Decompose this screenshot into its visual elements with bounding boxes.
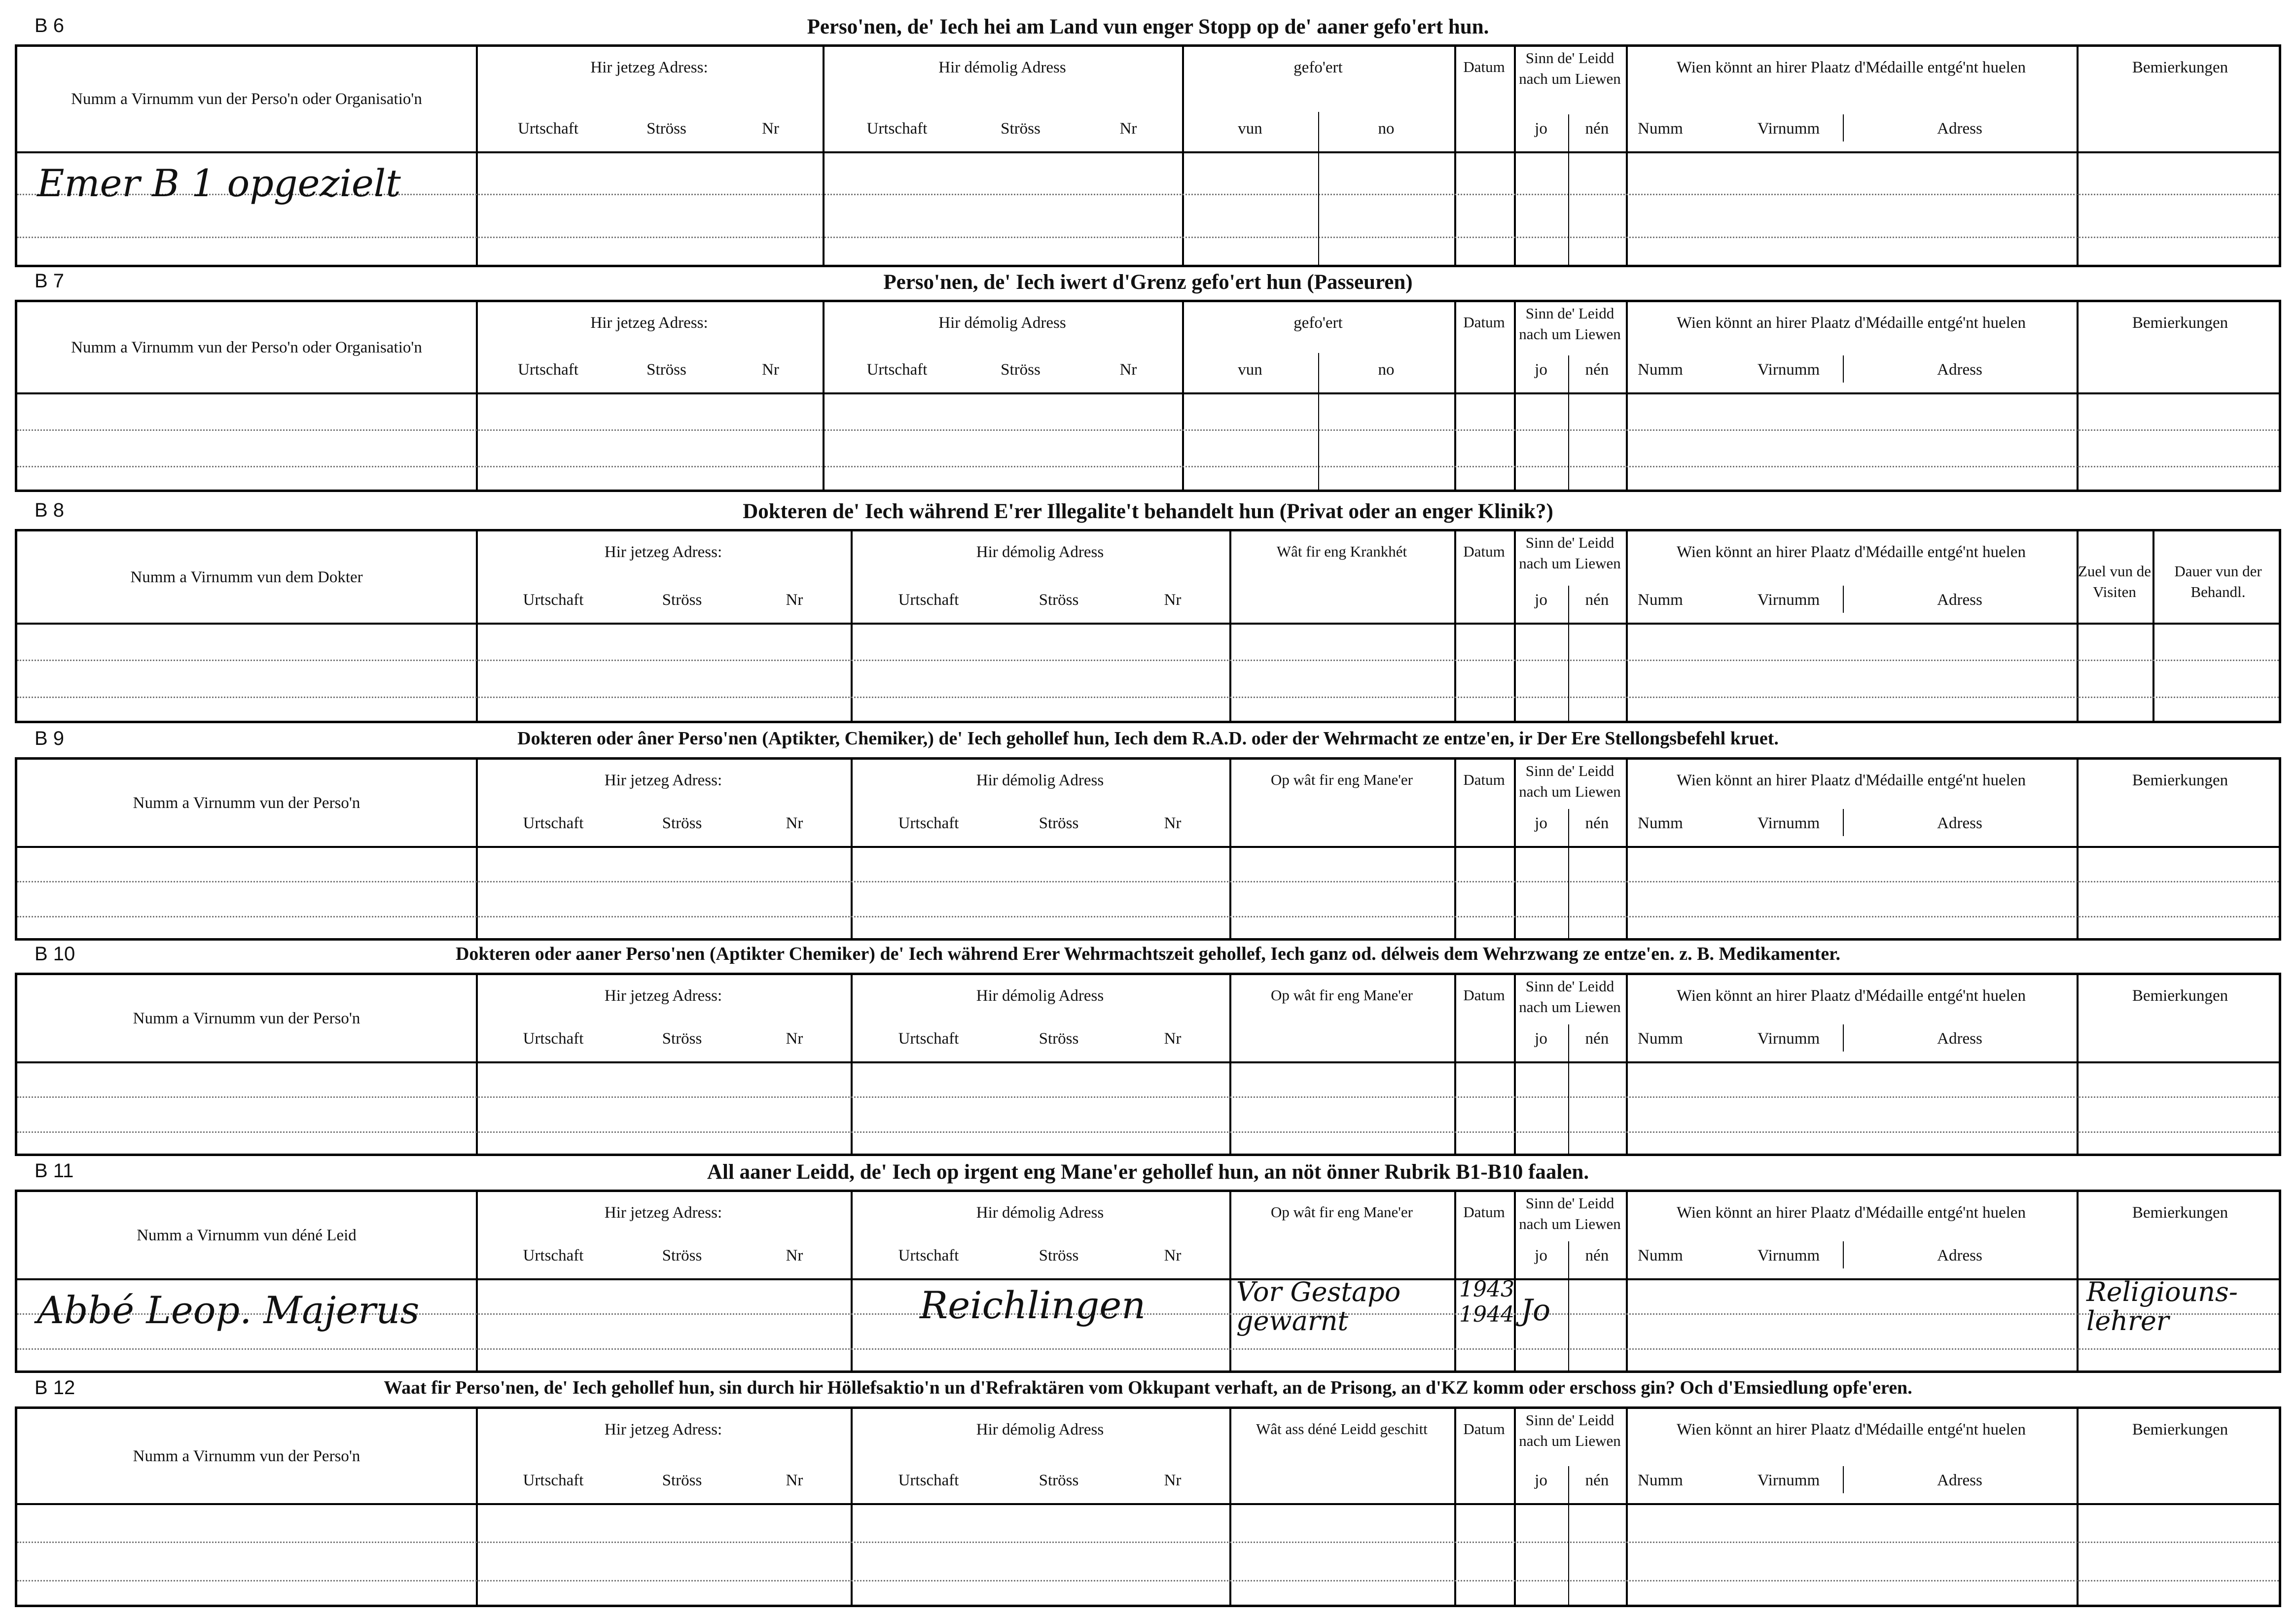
alive-yes-label: jo: [1535, 1030, 1547, 1048]
medal-address-label: Adress: [1937, 1030, 1982, 1048]
section-title: Waat fir Perso'nen, de' Iech gehollef hun, sin durch hir Höllefsaktio'n un d'Refraktären vom Okkupant verhaft, an de Prisong, an d'KZ komm oder erschoss gin? Och d'Emsiedlung opfe'eren.: [384, 1377, 1912, 1398]
section-code: B 8: [35, 499, 65, 521]
header-divider: [17, 1503, 2279, 1505]
current-place-label: Urtschaft: [523, 591, 584, 609]
column-divider: [476, 47, 478, 265]
column-conducted-header: gefo'ert: [1293, 314, 1343, 332]
column-medal-header: Wien könnt an hirer Plaatz d'Médaille entgé'nt huelen: [1677, 543, 2026, 561]
column-name-header: Numm a Virnumm vun der Perso'n: [133, 794, 360, 812]
section-header: [15, 266, 2281, 300]
section-title: Dokteren de' Iech während E'rer Illegalite't behandelt hun (Privat oder an enger Klinik?): [743, 500, 1553, 523]
alive-no-label: nén: [1585, 120, 1609, 138]
alive-yes-label: jo: [1535, 591, 1547, 609]
handwritten-date: 1943 1944: [1459, 1277, 1514, 1327]
column-former-address-header: Hir démolig Adress: [976, 772, 1104, 789]
column-alive-header: Sinn de' Leidd nach um Liewen: [1519, 49, 1621, 87]
column-remarks-header: Bemierkungen: [2132, 772, 2228, 789]
section-b6: [15, 11, 2281, 267]
column-medal-header: Wien könnt an hirer Plaatz d'Médaille entgé'nt huelen: [1677, 1204, 2026, 1222]
alive-no-label: nén: [1585, 814, 1609, 832]
column-divider: [1626, 302, 1628, 490]
former-place-label: Urtschaft: [866, 361, 928, 379]
section-table: [15, 44, 2281, 267]
former-nr-label: Nr: [1164, 1030, 1182, 1048]
section-code: B 7: [35, 270, 65, 292]
former-nr-label: Nr: [1119, 120, 1137, 138]
column-former-address-header: Hir démolig Adress: [938, 59, 1066, 76]
column-name-header: Numm a Virnumm vun dem Dokter: [130, 568, 363, 586]
column-medal-header: Wien könnt an hirer Plaatz d'Médaille entgé'nt huelen: [1677, 987, 2026, 1005]
medal-name-label: Numm: [1638, 591, 1683, 609]
current-street-label: Ströss: [662, 1472, 702, 1489]
medal-name-label: Numm: [1638, 1247, 1683, 1264]
section-b8: [15, 495, 2281, 723]
column-divider: [2152, 531, 2154, 721]
column-former-address-header: Hir démolig Adress: [938, 314, 1066, 332]
entry-row-line: [17, 1131, 2279, 1133]
former-street-label: Ströss: [1039, 591, 1079, 609]
column-divider: [1626, 47, 1628, 265]
entry-row-line: [17, 881, 2279, 882]
alive-yes-label: jo: [1535, 1247, 1547, 1264]
medal-firstname-label: Virnumm: [1757, 1472, 1820, 1489]
former-place-label: Urtschaft: [866, 120, 928, 138]
section-header: [15, 939, 2281, 973]
section-table: [15, 973, 2281, 1156]
column-remarks-header: Bemierkungen: [2132, 314, 2228, 332]
section-title: All aaner Leidd, de' Iech op irgent eng Mane'er gehollef hun, an nöt önner Rubrik B1-B10 faalen.: [707, 1160, 1589, 1184]
medal-name-label: Numm: [1638, 814, 1683, 832]
column-remarks-header: Bemierkungen: [2132, 59, 2228, 76]
column-alive-header: Sinn de' Leidd nach um Liewen: [1519, 305, 1621, 343]
alive-yes-label: jo: [1535, 120, 1547, 138]
entry-row-line: [17, 660, 2279, 661]
alive-yes-label: jo: [1535, 361, 1547, 379]
current-place-label: Urtschaft: [523, 1472, 584, 1489]
column-name-header: Numm a Virnumm vun der Perso'n oder Organisatio'n: [71, 90, 422, 108]
column-date-header: Datum: [1463, 314, 1505, 331]
conducted-to-label: no: [1378, 120, 1395, 138]
column-divider: [1626, 975, 1628, 1154]
column-name-header: Numm a Virnumm vun der Perso'n: [133, 1010, 360, 1027]
section-b7: [15, 266, 2281, 492]
medal-name-label: Numm: [1638, 1030, 1683, 1048]
section-title: Dokteren oder aaner Perso'nen (Aptikter Chemiker) de' Iech während Erer Wehrmachtszeit gehollef, Iech ganz od. délweis dem Wehrzwang ze entze'en. z. B. Medikamenter.: [455, 944, 1841, 964]
column-divider: [1514, 302, 1516, 490]
entry-row-line: [17, 1348, 2279, 1350]
column-divider: [1229, 975, 1231, 1154]
alive-no-label: nén: [1585, 1030, 1609, 1048]
medal-firstname-label: Virnumm: [1757, 591, 1820, 609]
header-divider: [17, 846, 2279, 848]
section-code: B 9: [35, 728, 65, 749]
section-table: [15, 1190, 2281, 1373]
column-divider: [1454, 47, 1456, 265]
medal-name-label: Numm: [1638, 361, 1683, 379]
former-street-label: Ströss: [1039, 1472, 1079, 1489]
alive-no-label: nén: [1585, 361, 1609, 379]
column-current-address-header: Hir jetzeg Adress:: [604, 1421, 722, 1439]
header-divider: [17, 1278, 2279, 1280]
column-alive-header: Sinn de' Leidd nach um Liewen: [1519, 1411, 1621, 1449]
entry-row-line: [17, 237, 2279, 238]
conducted-from-label: vun: [1238, 361, 1262, 379]
handwritten-former-address: Reichlingen: [920, 1283, 1146, 1327]
section-header: [15, 1156, 2281, 1190]
section-title: Dokteren oder âner Perso'nen (Aptikter, Chemiker,) de' Iech gehollef hun, Iech dem R.A.D. oder der Wehrmacht ze entze'en, ir Der Ere Stellongsbefehl kruet.: [517, 728, 1779, 749]
section-header: [15, 495, 2281, 529]
medal-address-label: Adress: [1937, 1247, 1982, 1264]
column-date-header: Datum: [1463, 1420, 1505, 1438]
column-date-header: Datum: [1463, 771, 1505, 788]
column-current-address-header: Hir jetzeg Adress:: [604, 1204, 722, 1222]
former-street-label: Ströss: [1001, 120, 1040, 138]
current-place-label: Urtschaft: [518, 120, 578, 138]
former-nr-label: Nr: [1164, 591, 1182, 609]
former-nr-label: Nr: [1164, 814, 1182, 832]
former-street-label: Ströss: [1001, 361, 1040, 379]
former-street-label: Ströss: [1039, 814, 1079, 832]
current-nr-label: Nr: [762, 361, 779, 379]
column-current-address-header: Hir jetzeg Adress:: [590, 59, 708, 76]
column-date-header: Datum: [1463, 1203, 1505, 1221]
current-place-label: Urtschaft: [523, 1030, 584, 1048]
section-title: Perso'nen, de' Iech hei am Land vun enger Stopp op de' aaner gefo'ert hun.: [807, 15, 1489, 38]
column-method-header: Op wât fir eng Mane'er: [1271, 771, 1413, 788]
current-nr-label: Nr: [762, 120, 779, 138]
column-divider: [1514, 975, 1516, 1154]
column-divider: [1229, 760, 1231, 938]
column-method-header: Op wât fir eng Mane'er: [1271, 986, 1413, 1004]
column-former-address-header: Hir démolig Adress: [976, 987, 1104, 1005]
section-code: B 10: [35, 943, 75, 965]
column-visits-header: Zuel vun de Visiten: [2078, 562, 2152, 600]
current-nr-label: Nr: [786, 1472, 803, 1489]
alive-no-label: nén: [1585, 1472, 1609, 1489]
former-place-label: Urtschaft: [898, 591, 959, 609]
column-divider: [1626, 1409, 1628, 1605]
section-b11: [15, 1156, 2281, 1373]
column-date-header: Datum: [1463, 543, 1505, 560]
entry-row-line: [17, 1542, 2279, 1543]
section-code: B 6: [35, 15, 65, 36]
header-divider: [17, 1061, 2279, 1063]
column-date-header: Datum: [1463, 986, 1505, 1004]
section-code: B 11: [35, 1160, 74, 1182]
medal-name-label: Numm: [1638, 1472, 1683, 1489]
entry-row-line: [17, 466, 2279, 467]
column-method-header: Wât ass déné Leidd geschitt: [1256, 1420, 1428, 1438]
entry-row-line: [17, 1580, 2279, 1581]
section-header: [15, 11, 2281, 44]
column-current-address-header: Hir jetzeg Adress:: [604, 987, 722, 1005]
former-place-label: Urtschaft: [898, 814, 959, 832]
handwritten-remarks: Religiouns-lehrer: [2086, 1276, 2238, 1337]
alive-yes-label: jo: [1535, 1472, 1547, 1489]
column-duration-header: Dauer vun der Behandl.: [2174, 562, 2262, 600]
medal-address-label: Adress: [1937, 591, 1982, 609]
column-divider: [1514, 1409, 1516, 1605]
header-divider: [17, 392, 2279, 394]
column-name-header: Numm a Virnumm vun déné Leid: [137, 1227, 357, 1244]
section-b10: [15, 939, 2281, 1156]
alive-no-label: nén: [1585, 591, 1609, 609]
section-table: [15, 300, 2281, 492]
column-name-header: Numm a Virnumm vun der Perso'n: [133, 1447, 360, 1465]
column-divider: [1514, 47, 1516, 265]
column-remarks-header: Bemierkungen: [2132, 987, 2228, 1005]
column-divider: [1229, 531, 1231, 721]
medal-firstname-label: Virnumm: [1757, 120, 1820, 138]
section-table: [15, 757, 2281, 941]
former-nr-label: Nr: [1119, 361, 1137, 379]
conducted-to-label: no: [1378, 361, 1395, 379]
current-nr-label: Nr: [786, 1247, 803, 1264]
former-street-label: Ströss: [1039, 1030, 1079, 1048]
column-medal-header: Wien könnt an hirer Plaatz d'Médaille entgé'nt huelen: [1677, 314, 2026, 332]
medal-address-label: Adress: [1937, 361, 1982, 379]
section-header: [15, 724, 2281, 757]
column-divider: [823, 47, 825, 265]
current-nr-label: Nr: [786, 814, 803, 832]
column-divider: [1182, 47, 1184, 265]
former-nr-label: Nr: [1164, 1247, 1182, 1264]
column-method-header: Wât fir eng Krankhét: [1276, 543, 1407, 560]
former-place-label: Urtschaft: [898, 1247, 959, 1264]
column-medal-header: Wien könnt an hirer Plaatz d'Médaille entgé'nt huelen: [1677, 772, 2026, 789]
medal-address-label: Adress: [1937, 814, 1982, 832]
handwritten-alive-yes: Jo: [1521, 1293, 1551, 1328]
former-street-label: Ströss: [1039, 1247, 1079, 1264]
medal-firstname-label: Virnumm: [1757, 814, 1820, 832]
current-street-label: Ströss: [662, 1030, 702, 1048]
handwritten-method: Vor Gestapo gewarnt: [1236, 1276, 1401, 1337]
column-conducted-header: gefo'ert: [1293, 59, 1343, 76]
conducted-from-label: vun: [1238, 120, 1262, 138]
column-medal-header: Wien könnt an hirer Plaatz d'Médaille entgé'nt huelen: [1677, 1421, 2026, 1439]
column-divider: [2077, 531, 2079, 721]
current-street-label: Ströss: [662, 1247, 702, 1264]
column-former-address-header: Hir démolig Adress: [976, 543, 1104, 561]
column-remarks-header: Bemierkungen: [2132, 1421, 2228, 1439]
column-divider: [1514, 531, 1516, 721]
handwritten-name: Abbé Leop. Majerus: [37, 1288, 420, 1332]
medal-firstname-label: Virnumm: [1757, 361, 1820, 379]
current-place-label: Urtschaft: [523, 814, 584, 832]
entry-row-line: [17, 1096, 2279, 1098]
current-place-label: Urtschaft: [523, 1247, 584, 1264]
current-street-label: Ströss: [646, 361, 686, 379]
medal-name-label: Numm: [1638, 120, 1683, 138]
medal-firstname-label: Virnumm: [1757, 1030, 1820, 1048]
medal-firstname-label: Virnumm: [1757, 1247, 1820, 1264]
section-b12: [15, 1373, 2281, 1607]
alive-yes-label: jo: [1535, 814, 1547, 832]
former-nr-label: Nr: [1164, 1472, 1182, 1489]
column-date-header: Datum: [1463, 58, 1505, 75]
column-method-header: Op wât fir eng Mane'er: [1271, 1203, 1413, 1221]
current-street-label: Ströss: [662, 591, 702, 609]
current-nr-label: Nr: [786, 1030, 803, 1048]
column-divider: [1229, 1409, 1231, 1605]
column-divider: [1514, 760, 1516, 938]
column-alive-header: Sinn de' Leidd nach um Liewen: [1519, 1194, 1621, 1232]
entry-row-line: [17, 429, 2279, 431]
column-name-header: Numm a Virnumm vun der Perso'n oder Organisatio'n: [71, 339, 422, 356]
column-alive-header: Sinn de' Leidd nach um Liewen: [1519, 534, 1621, 572]
current-nr-label: Nr: [786, 591, 803, 609]
column-current-address-header: Hir jetzeg Adress:: [604, 543, 722, 561]
column-divider: [1229, 1192, 1231, 1370]
column-alive-header: Sinn de' Leidd nach um Liewen: [1519, 762, 1621, 800]
column-medal-header: Wien könnt an hirer Plaatz d'Médaille entgé'nt huelen: [1677, 59, 2026, 76]
column-remarks-header: Bemierkungen: [2132, 1204, 2228, 1222]
column-current-address-header: Hir jetzeg Adress:: [604, 772, 722, 789]
section-title: Perso'nen, de' Iech iwert d'Grenz gefo'ert hun (Passeuren): [883, 271, 1413, 294]
column-current-address-header: Hir jetzeg Adress:: [590, 314, 708, 332]
column-alive-header: Sinn de' Leidd nach um Liewen: [1519, 978, 1621, 1016]
header-divider: [17, 151, 2279, 153]
column-divider: [2077, 47, 2079, 265]
medal-address-label: Adress: [1937, 120, 1982, 138]
section-header: [15, 1373, 2281, 1406]
alive-no-label: nén: [1585, 1247, 1609, 1264]
former-place-label: Urtschaft: [898, 1030, 959, 1048]
current-street-label: Ströss: [646, 120, 686, 138]
section-table: [15, 1406, 2281, 1607]
column-former-address-header: Hir démolig Adress: [976, 1421, 1104, 1439]
medal-address-label: Adress: [1937, 1472, 1982, 1489]
entry-row-line: [17, 697, 2279, 698]
header-divider: [17, 623, 2279, 625]
entry-row-line: [17, 916, 2279, 917]
section-table: [15, 529, 2281, 723]
section-b9: [15, 724, 2281, 941]
column-divider: [1626, 760, 1628, 938]
section-code: B 12: [35, 1377, 75, 1399]
former-place-label: Urtschaft: [898, 1472, 959, 1489]
column-divider: [1626, 531, 1628, 721]
column-former-address-header: Hir démolig Adress: [976, 1204, 1104, 1222]
handwritten-name: Emer B 1 opgezielt: [37, 161, 401, 205]
column-divider: [1626, 1192, 1628, 1370]
current-place-label: Urtschaft: [518, 361, 578, 379]
current-street-label: Ströss: [662, 814, 702, 832]
